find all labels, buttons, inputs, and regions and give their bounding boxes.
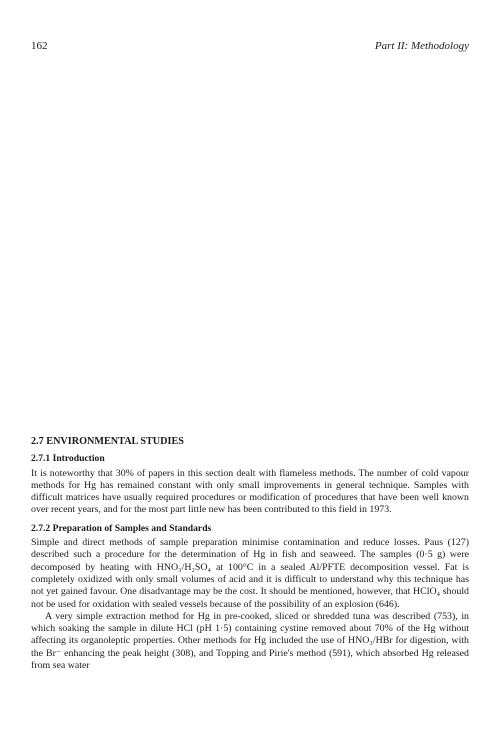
part-title: Part II: Methodology bbox=[374, 40, 469, 52]
subsection-heading-introduction: 2.7.1 Introduction bbox=[31, 453, 105, 465]
section-heading: 2.7 ENVIRONMENTAL STUDIES bbox=[31, 436, 184, 447]
paragraph-preparation-1: Simple and direct methods of sample preparation minimise contamination and reduce losses. Paus (127) described such a procedure for the determination of Hg in fish and seaweed. The samples (0·5 g) were decomposed by heating with HNO₃/H₂SO₄ at 100°C in a sealed Al/PFTE decomposition vessel. Fat is completely oxidized with only small volumes of acid and it is difficult to understand why this technique has not yet gained favour. One disadvantage may be the cost. It should be mentioned, however, that HClO₄ should not be used for oxidation with sealed vessels because of the possibility of an explosion (646). bbox=[31, 537, 469, 610]
paragraph-preparation-2: A very simple extraction method for Hg in pre-cooked, sliced or shredded tuna was described (753), in which soaking the sample in dilute HCl (pH 1·5) containing cystine removed about 70% of the Hg without affecting its organoleptic properties. Other methods for Hg included the use of HNO₃/HBr for digestion, with the Br⁻ enhancing the peak height (308), and Topping and Pirie's method (591), which absorbed Hg released from sea water bbox=[31, 610, 469, 672]
running-head bbox=[31, 40, 469, 56]
page-number: 162 bbox=[31, 40, 48, 52]
subsection-heading-preparation: 2.7.2 Preparation of Samples and Standards bbox=[31, 522, 212, 534]
paragraph-introduction: It is noteworthy that 30% of papers in this section dealt with flameless methods. The number of cold vapour methods for Hg has remained constant with only small improvements in general technique. Samples with difficult matrices have usually required procedures or modification of procedures that have been well known over recent years, and for the most part little new has been contributed to this field in 1973. bbox=[31, 467, 469, 516]
page-content bbox=[31, 436, 469, 672]
